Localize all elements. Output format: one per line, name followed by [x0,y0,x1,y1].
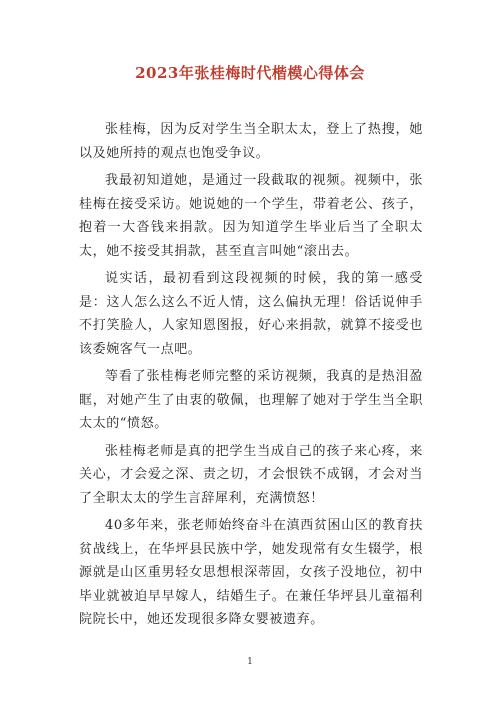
paragraph-4: 等看了张桂梅老师完整的采访视频，我真的是热泪盈眶，对她产生了由衷的敬佩，也理解了她对于学生当全职太太的“愤怒。 [79,369,423,431]
paragraph-2: 我最初知道她，是通过一段截取的视频。视频中，张桂梅在接受采访。她说她的一个学生，带着老公、孩子，抱着一大沓钱来捐款。因为知道学生毕业后当了全职太太，她不接受其捐款，甚至直言叫她“滚出去。 [79,173,423,259]
document-body [79,118,423,636]
paragraph-6: 40多年来，张老师始终奋斗在滇西贫困山区的教育扶贫战线上，在华坪县民族中学，她发现常有女生辍学，根源就是山区重男轻女思想根深蒂固，女孩子没地位，初中毕业就被迫早早嫁人，结婚生子。在兼任华坪县儿童福利院院长中，她还发现很多降女婴被遗弃。 [79,518,423,627]
paragraph-3: 说实话，最初看到这段视频的时候，我的第一感受是：这人怎么这么不近人情，这么偏执无理！俗话说伸手不打笑脸人，人家知恩图报，好心来捐款，就算不接受也该委婉客气一点吧。 [79,271,423,357]
page-number: 1 [247,657,253,667]
document-title: 2023年张桂梅时代楷模心得体会 [135,64,365,82]
paragraph-5: 张桂梅老师是真的把学生当成自己的孩子来心疼，来关心，才会爱之深、责之切，才会恨铁不成钢，才会对当了全职太太的学生言辞犀利，充满愤怒！ [79,443,423,506]
paragraph-1: 张桂梅，因为反对学生当全职太太，登上了热搜，她以及她所持的观点也饱受争议。 [79,122,423,161]
